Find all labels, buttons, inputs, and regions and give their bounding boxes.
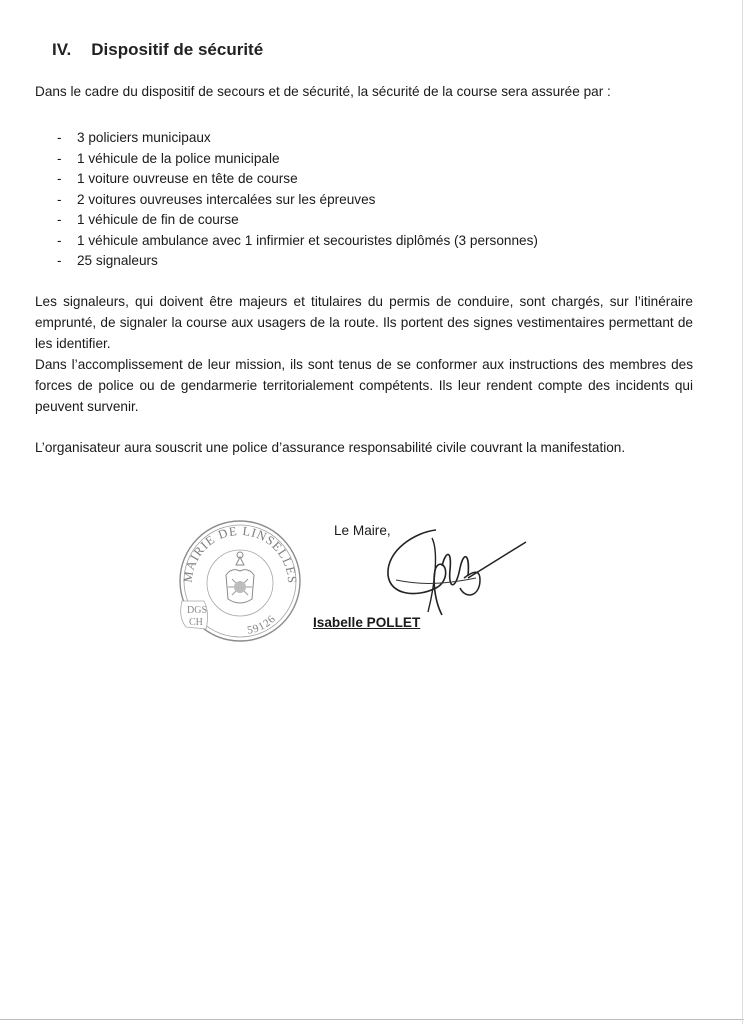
list-item: - 1 véhicule de fin de course xyxy=(57,210,538,231)
stamp-initials-dgs: DGS xyxy=(187,605,208,616)
bullet-dash: - xyxy=(57,130,62,145)
bullet-dash: - xyxy=(57,212,62,227)
stamp-initials-ch: CH xyxy=(189,617,203,628)
bullet-dash: - xyxy=(57,191,62,207)
list-item: - 1 véhicule de la police municipale xyxy=(57,149,538,170)
bullet-dash: - xyxy=(57,253,62,268)
paragraph-mission: Dans l’accomplissement de leur mission, ils sont tenus de se conformer aux instructions des membres des forces de police ou de gendarmerie territorialement compétents. Ils leur rendent compte des incidents qui peuvent survenir. xyxy=(35,357,693,414)
list-item: - 1 véhicule ambulance avec 1 infirmier et secouristes diplômés (3 personnes) xyxy=(57,231,538,252)
scan-right-edge xyxy=(742,0,743,1024)
list-item: - 25 signaleurs xyxy=(57,251,538,272)
handwritten-signature xyxy=(376,520,536,630)
signature-title: Le Maire, xyxy=(334,523,391,538)
town-emblem-icon xyxy=(226,552,254,603)
mayor-name: Isabelle POLLET xyxy=(313,615,421,630)
scan-bottom-edge xyxy=(0,1019,744,1020)
list-item: - 3 policiers municipaux xyxy=(57,128,538,149)
initials-box xyxy=(181,601,208,629)
section-title: Dispositif de sécurité xyxy=(91,40,264,59)
intro-text: Dans le cadre du dispositif de secours et de sécurité, la sécurité de la course sera assurée par : xyxy=(35,84,611,99)
stamp-postal-code: 59126 xyxy=(246,612,279,637)
section-number: IV. xyxy=(52,40,72,59)
paragraph-signaleurs: Les signaleurs, qui doivent être majeurs et titulaires du permis de conduire, sont chargés, sur l’itinéraire emprunté, de signaler la course aux usagers de la route. Ils portent des signes vestimentaires permettant de les identifier. xyxy=(35,294,693,351)
mairie-stamp xyxy=(176,517,304,645)
list-item: - 2 voitures ouvreuses intercalées sur les épreuves xyxy=(57,190,538,211)
bullet-dash: - xyxy=(57,150,62,166)
bullet-dash: - xyxy=(57,232,62,248)
bullet-dash: - xyxy=(57,171,62,186)
section-heading xyxy=(52,40,263,60)
paragraph-insurance: L’organisateur aura souscrit une police d’assurance responsabilité civile couvrant la manifestation. xyxy=(35,440,626,455)
stamp-ring-text: MAIRIE DE LINSELLES xyxy=(180,523,300,585)
list-item: - 1 voiture ouvreuse en tête de course xyxy=(57,169,538,190)
resource-list xyxy=(57,128,538,272)
